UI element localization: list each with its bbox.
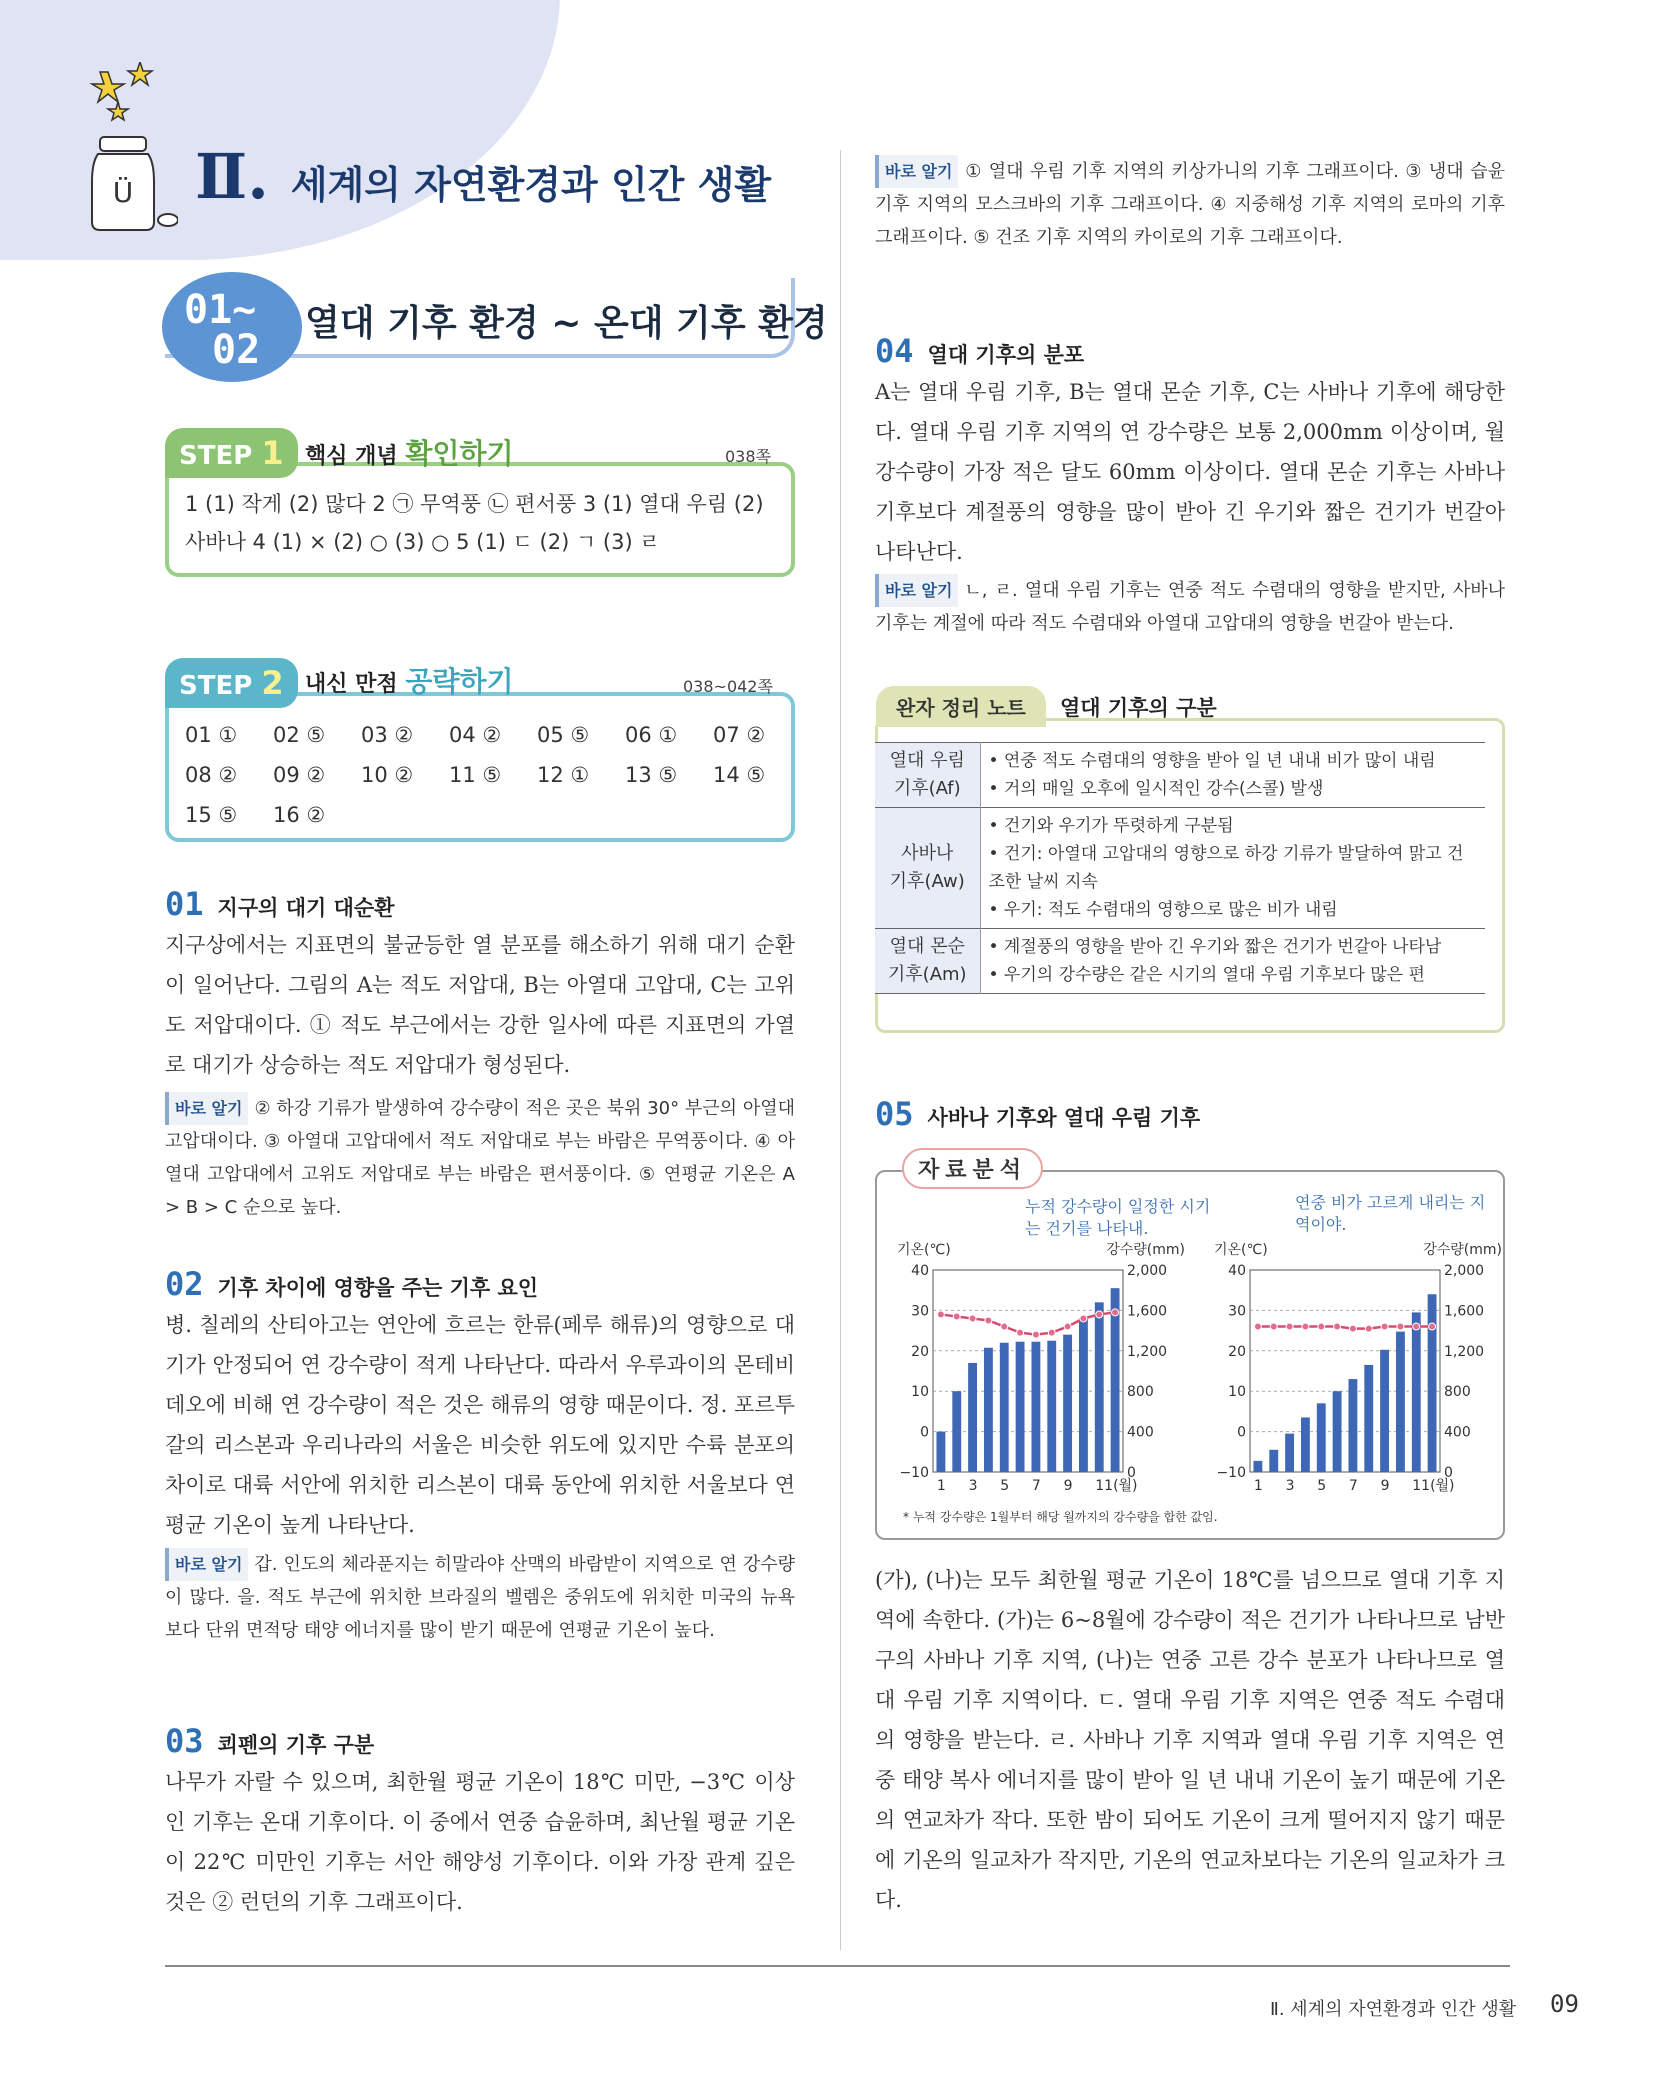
answer: 12 ① [537, 763, 590, 787]
x-tick-label: 5 [1000, 1478, 1010, 1494]
summary-table [875, 742, 1485, 994]
section-number: 01~ 02 [162, 272, 302, 382]
precip-bar [1047, 1341, 1056, 1472]
step2-page: 038~042쪽 [683, 677, 773, 696]
chapter-title: 세계의 자연환경과 인간 생활 [290, 163, 772, 207]
precip-bar [1301, 1417, 1310, 1472]
answer: 04 ② [449, 723, 502, 747]
svg-text:Ü: Ü [112, 176, 134, 209]
corner-decoration [0, 0, 560, 260]
temperature-point [953, 1313, 960, 1320]
chart-footnote: * 누적 강수량은 1월부터 해당 월까지의 강수량을 합한 값임. [903, 1510, 1218, 1524]
step2-tag: STEP 2 [165, 658, 298, 708]
answer: 15 ⑤ [185, 803, 238, 827]
y2-tick-label: 400 [1444, 1424, 1471, 1441]
note-tag: 바로 알기 [875, 574, 958, 607]
chart-annotation-left: 누적 강수량이 일정한 시기는 건기를 나타내. [1025, 1197, 1211, 1238]
answer: 13 ⑤ [625, 763, 678, 787]
page-number: 09 [1550, 1990, 1579, 2018]
x-tick-label: 11(월) [1412, 1478, 1455, 1494]
y2-tick-label: 2,000 [1444, 1263, 1485, 1279]
x-tick-label: 7 [1348, 1478, 1358, 1494]
precip-bar [1016, 1342, 1025, 1472]
q02-heading: 02 기후 차이에 영향을 주는 기후 요인 [165, 1265, 539, 1303]
temperature-point [1254, 1323, 1261, 1330]
x-tick-label: 9 [1380, 1478, 1390, 1494]
y2-tick-label: 400 [1127, 1424, 1154, 1441]
y-tick-label: 10 [1228, 1384, 1246, 1401]
answer: 02 ⑤ [273, 723, 326, 747]
precip-bar [1031, 1342, 1040, 1472]
temperature-point [1064, 1323, 1071, 1330]
temperature-point [1302, 1323, 1309, 1330]
step1-tag: STEP 1 [165, 428, 298, 478]
y2-tick-label: 1,600 [1444, 1303, 1485, 1320]
step2-answers [185, 716, 801, 834]
q01-note: 바로 알기 ② 하강 기류가 발생하여 강수량이 적은 곳은 북위 30° 부근의 아열대 고압대이다. ③ 아열대 고압대에서 적도 저압대로 부는 바람은 무역풍이다. ④ 아열대 고압대에서 고위도 저압대로 부는 바람은 편서풍이다. ⑤ 연평균 기온은 A > B > C 순으로 높다. [165, 1092, 795, 1224]
x-tick-label: 1 [936, 1478, 946, 1494]
y2-tick-label: 1,200 [1444, 1343, 1485, 1360]
answer: 14 ⑤ [713, 763, 766, 787]
precip-bar [1396, 1332, 1405, 1472]
x-tick-label: 1 [1253, 1478, 1263, 1494]
step2-title: 내신 만점 공략하기 [305, 665, 514, 698]
plot-frame [933, 1270, 1123, 1472]
y-tick-label: 20 [1228, 1343, 1246, 1360]
precip-bar [1253, 1461, 1262, 1472]
step1-title: 핵심 개념 확인하기 [305, 437, 514, 470]
y-tick-label: 0 [920, 1424, 929, 1441]
precip-bar [1428, 1294, 1437, 1472]
answer: 01 ① [185, 723, 238, 747]
y2-tick-label: 0 [1127, 1465, 1136, 1481]
temperature-point [1032, 1331, 1039, 1338]
temperature-point [1017, 1329, 1024, 1336]
temperature-point [969, 1315, 976, 1322]
temperature-point [1381, 1323, 1388, 1330]
footer-rule [165, 1965, 1510, 1967]
y-tick-label: 40 [1228, 1263, 1246, 1279]
chapter-number: Ⅱ. [195, 140, 269, 213]
q05-body: (가), (나)는 모두 최한월 평균 기온이 18℃를 넘으므로 열대 기후 지역에 속한다. (가)는 6~8월에 강수량이 적은 건기가 나타나므로 남반구의 사바나 기후 지역, (나)는 연중 고른 강수 분포가 나타나므로 열대 우림 기후 지역이다. ㄷ. 열대 우림 기후 지역은 연중 적도 수렴대의 영향을 받는다. ㄹ. 사바나 기후 지역과 열대 우림 기후 지역은 연중 태양 복사 에너지를 많이 받아 일 년 내내 기온이 높기 때문에 기온의 연교차가 작다. 또한 밤이 되어도 기온이 크게 떨어지지 않기 때문에 기온의 일교차가 작지만, 기온의 연교차보다는 기온의 일교차가 크다. [875, 1568, 1505, 1912]
y2-tick-label: 0 [1444, 1465, 1453, 1481]
precip-bar [936, 1432, 945, 1472]
q02-body: 병. 칠레의 산티아고는 연안에 흐르는 한류(페루 해류)의 영향으로 대기가 안정되어 연 강수량이 적게 나타난다. 따라서 우루과이의 몬테비데오에 비해 연 강수량이 적은 것은 해류의 영향 때문이다. 정. 포르투갈의 리스본과 우리나라의 서울은 비슷한 위도에 있지만 수륙 분포의 차이로 대륙 서안에 위치한 리스본이 대륙 동안에 위치한 서울보다 연평균 기온이 높게 나타난다. [165, 1313, 795, 1537]
y-tick-label: 10 [911, 1384, 929, 1401]
step1-answers: 1 (1) 작게 (2) 많다 2 ㉠ 무역풍 ㉡ 편서풍 3 (1) 열대 우림 (2) 사바나 4 (1) × (2) ○ (3) ○ 5 (1) ㄷ (2) ㄱ (3) ㄹ [185, 492, 764, 554]
precip-bar [1095, 1302, 1104, 1472]
note-tag: 바로 알기 [875, 155, 958, 188]
y2-axis-label: 강수량(mm) [1423, 1242, 1502, 1258]
x-tick-label: 7 [1031, 1478, 1041, 1494]
q01-body: 지구상에서는 지표면의 불균등한 열 분포를 해소하기 위해 대기 순환이 일어난다. 그림의 A는 적도 저압대, B는 아열대 고압대, C는 고위도 저압대이다. ① 적도 부근에서는 강한 일사에 따른 지표면의 가열로 대기가 상승하는 적도 저압대가 형성된다. [165, 933, 795, 1077]
x-tick-label: 3 [1285, 1478, 1295, 1494]
temperature-point [1096, 1311, 1103, 1318]
q03-body: 나무가 자랄 수 있으며, 최한월 평균 기온이 18℃ 미만, −3℃ 이상인 기후는 온대 기후이다. 이 중에서 연중 습윤하며, 최난월 평균 기온이 22℃ 미만인 기후는 서안 해양성 기후이다. 이와 가장 관계 깊은 것은 ② 런던의 기후 그래프이다. [165, 1770, 795, 1914]
temperature-point [985, 1317, 992, 1324]
column-divider [840, 150, 841, 1950]
y2-tick-label: 2,000 [1127, 1263, 1168, 1279]
answer: 06 ① [625, 723, 678, 747]
x-tick-label: 11(월) [1095, 1478, 1138, 1494]
y2-axis-label: 강수량(mm) [1106, 1242, 1185, 1258]
note-tag: 바로 알기 [165, 1548, 248, 1581]
precip-bar [984, 1348, 993, 1472]
y2-tick-label: 800 [1127, 1384, 1154, 1401]
temperature-point [937, 1311, 944, 1318]
precip-bar [1063, 1335, 1072, 1472]
y2-tick-label: 1,200 [1127, 1343, 1168, 1360]
answer: 10 ② [361, 763, 414, 787]
answer: 09 ② [273, 763, 326, 787]
q01-heading: 01 지구의 대기 대순환 [165, 885, 395, 923]
temperature-point [1397, 1323, 1404, 1330]
climate-chart-na [1212, 1240, 1502, 1505]
temperature-point [1429, 1323, 1436, 1330]
plot-frame [1250, 1270, 1440, 1472]
temperature-point [1270, 1323, 1277, 1330]
x-tick-label: 9 [1063, 1478, 1073, 1494]
y-tick-label: 40 [911, 1263, 929, 1279]
x-tick-label: 3 [968, 1478, 978, 1494]
table-row: 열대 몬순 기후(Am) • 계절풍의 영향을 받아 긴 우기와 짧은 건기가 번갈아 나타남 • 우기의 강수량은 같은 시기의 열대 우림 기후보다 많은 편 [875, 929, 1485, 994]
precip-bar [1079, 1318, 1088, 1472]
q04-note: 바로 알기 ㄴ, ㄹ. 열대 우림 기후는 연중 적도 수렴대의 영향을 받지만, 사바나 기후는 계절에 따라 적도 수렴대와 아열대 고압대의 영향을 번갈아 받는다. [875, 574, 1505, 640]
precip-bar [1412, 1312, 1421, 1472]
precip-bar [1269, 1450, 1278, 1472]
temperature-point [1001, 1323, 1008, 1330]
precip-bar [1285, 1434, 1294, 1472]
precip-bar [952, 1391, 961, 1472]
temperature-point [1413, 1323, 1420, 1330]
table-row: 열대 우림 기후(Af) • 연중 적도 수렴대의 영향을 받아 일 년 내내 비가 많이 내림 • 거의 매일 오후에 일시적인 강수(스콜) 발생 [875, 743, 1485, 808]
temperature-point [1080, 1315, 1087, 1322]
y-axis-label: 기온(℃) [1214, 1242, 1268, 1258]
q05-heading: 05 사바나 기후와 열대 우림 기후 [875, 1095, 1201, 1133]
temperature-point [1048, 1329, 1055, 1336]
y-axis-label: 기온(℃) [897, 1242, 951, 1258]
y-tick-label: 30 [911, 1303, 929, 1320]
answer: 03 ② [361, 723, 414, 747]
jar-icon [88, 62, 178, 232]
q02-note: 바로 알기 갑. 인도의 체라푼지는 히말라야 산맥의 바람받이 지역으로 연 강수량이 많다. 을. 적도 부근에 위치한 브라질의 벨렘은 중위도에 위치한 미국의 뉴욕보다 단위 면적당 태양 에너지를 많이 받기 때문에 연평균 기온이 높다. [165, 1548, 795, 1647]
q03-heading: 03 쾨펜의 기후 구분 [165, 1722, 375, 1760]
climate-chart-ga [895, 1240, 1185, 1505]
precip-bar [1348, 1379, 1357, 1472]
temperature-point [1318, 1323, 1325, 1330]
answer: 11 ⑤ [449, 763, 502, 787]
temperature-point [1349, 1325, 1356, 1332]
section-title: 열대 기후 환경 ~ 온대 기후 환경 [305, 303, 828, 344]
y-tick-label: −10 [1216, 1465, 1246, 1481]
y2-tick-label: 800 [1444, 1384, 1471, 1401]
summary-tag: 완자 정리 노트 [876, 686, 1046, 727]
precip-bar [1380, 1350, 1389, 1472]
precip-bar [968, 1363, 977, 1472]
temperature-point [1112, 1309, 1119, 1316]
chart-annotation-right: 연중 비가 고르게 내리는 지역이야. [1295, 1193, 1486, 1234]
y2-tick-label: 1,600 [1127, 1303, 1168, 1320]
step1-page: 038쪽 [725, 447, 771, 466]
answer: 08 ② [185, 763, 238, 787]
answer: 05 ⑤ [537, 723, 590, 747]
y-tick-label: 30 [1228, 1303, 1246, 1320]
data-analysis-tag: 자료분석 [902, 1148, 1043, 1189]
table-row: 사바나 기후(Aw) • 건기와 우기가 뚜렷하게 구분됨 • 건기: 아열대 고압대의 영향으로 하강 기류가 발달하여 맑고 건조한 날씨 지속 • 우기: 적도 수렴대의 영향으로 많은 비가 내림 [875, 808, 1485, 929]
q03-note: 바로 알기 ① 열대 우림 기후 지역의 키상가니의 기후 그래프이다. ③ 냉대 습윤 기후 지역의 모스크바의 기후 그래프이다. ④ 지중해성 기후 지역의 로마의 기후 그래프이다. ⑤ 건조 기후 지역의 카이로의 기후 그래프이다. [875, 155, 1505, 254]
q04-heading: 04 열대 기후의 분포 [875, 332, 1085, 370]
y-tick-label: 20 [911, 1343, 929, 1360]
chapter-heading [195, 140, 771, 213]
precip-bar [1333, 1391, 1342, 1472]
precip-bar [1364, 1365, 1373, 1472]
temperature-point [1334, 1323, 1341, 1330]
summary-subtitle: 열대 기후의 구분 [1060, 696, 1217, 720]
temperature-point [1286, 1323, 1293, 1330]
x-tick-label: 5 [1317, 1478, 1327, 1494]
answer: 07 ② [713, 723, 766, 747]
footer-text: Ⅱ. 세계의 자연환경과 인간 생활 [1270, 1999, 1517, 2020]
y-tick-label: −10 [899, 1465, 929, 1481]
answer: 16 ② [273, 803, 326, 827]
y-tick-label: 0 [1237, 1424, 1246, 1441]
temperature-point [1365, 1325, 1372, 1332]
q04-body: A는 열대 우림 기후, B는 열대 몬순 기후, C는 사바나 기후에 해당한다. 열대 우림 기후 지역의 연 강수량은 보통 2,000mm 이상이며, 월 강수량이 가장 적은 달도 60mm 이상이다. 열대 몬순 기후는 사바나 기후보다 계절풍의 영향을 많이 받아 긴 우기와 짧은 건기가 번갈아 나타난다. [875, 380, 1505, 564]
note-tag: 바로 알기 [165, 1092, 248, 1125]
precip-bar [1000, 1343, 1009, 1472]
precip-bar [1317, 1403, 1326, 1472]
